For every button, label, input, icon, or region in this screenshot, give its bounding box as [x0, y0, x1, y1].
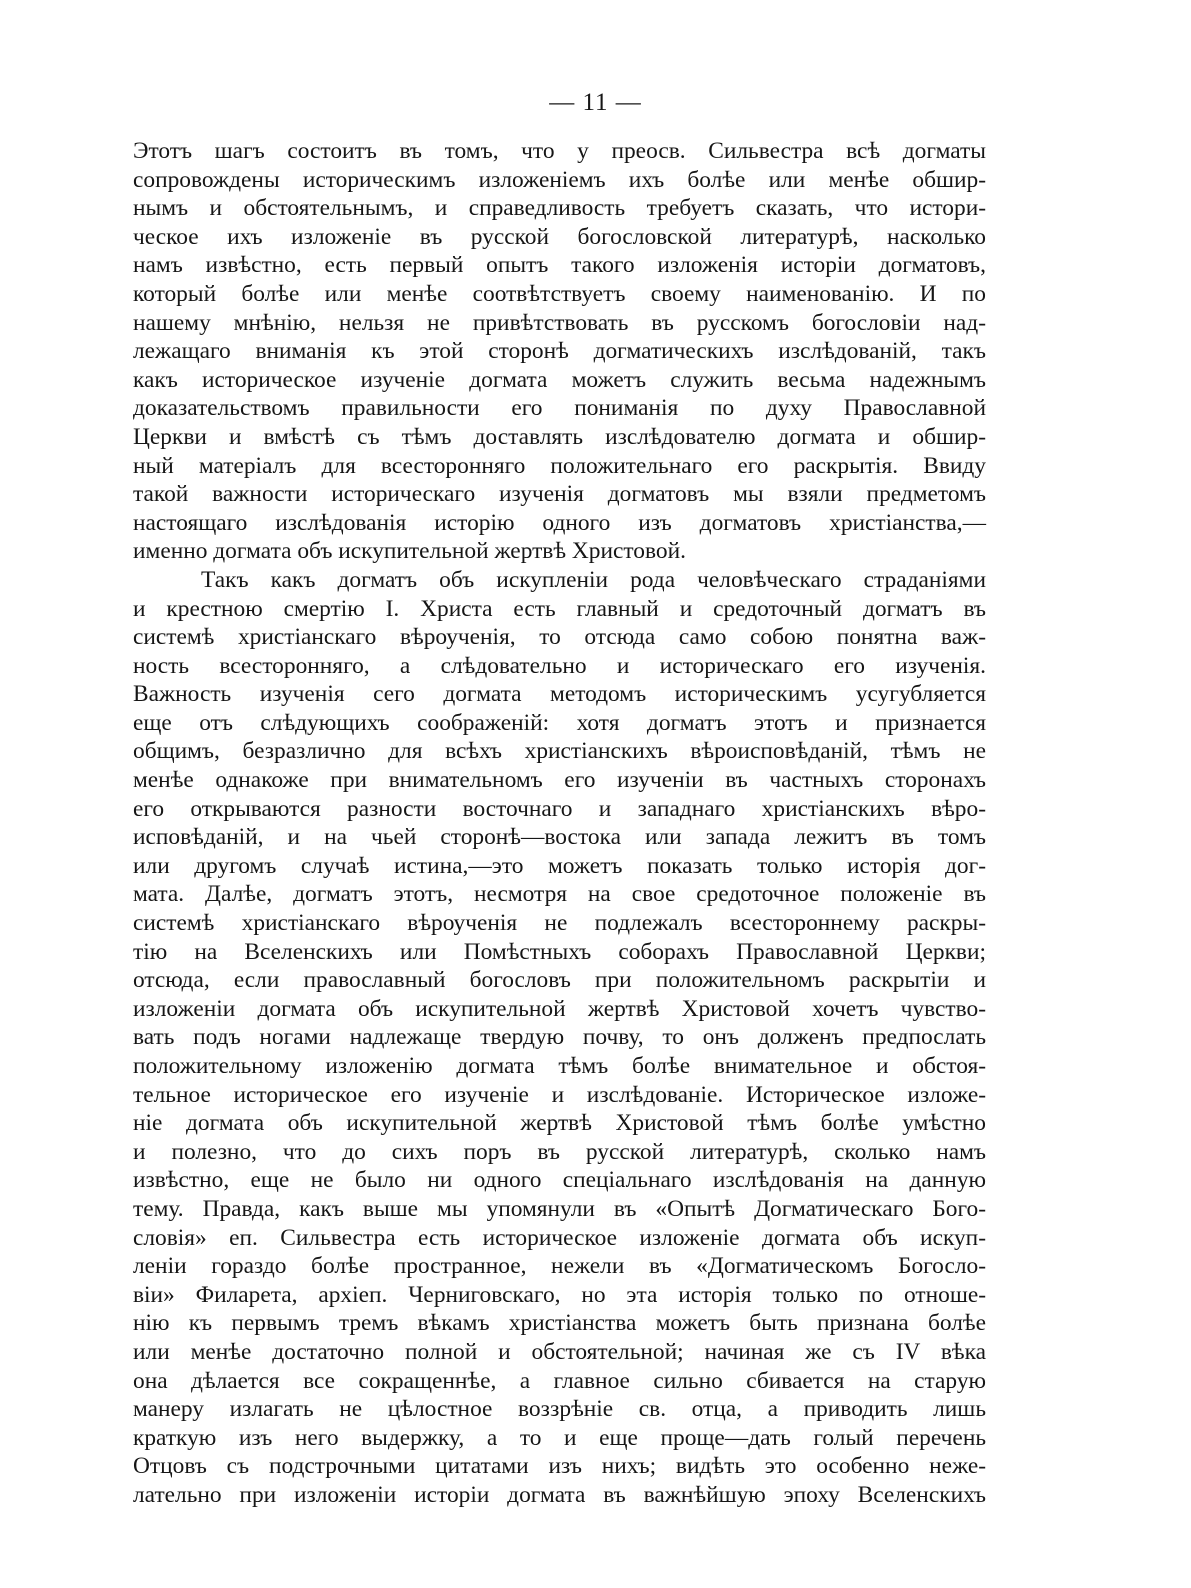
- text-line: системѣ христіанскаго вѣроученія не подлежалъ всестороннему раскры-: [133, 910, 986, 937]
- text-line: сопровождены историческимъ изложеніемъ ихъ болѣе или менѣе обшир-: [133, 166, 986, 193]
- text-line: краткую изъ него выдержку, а то и еще проще—дать голый перечень: [133, 1424, 986, 1451]
- text-line: и крестною смертію І. Христа есть главный и средоточный догматъ въ: [133, 595, 986, 622]
- text-line: или менѣе достаточно полной и обстоятельной; начиная же съ IV вѣка: [133, 1338, 986, 1365]
- page-number: — 11 —: [549, 89, 642, 116]
- paragraph: [133, 137, 986, 566]
- text-line: или другомъ случаѣ истина,—это можетъ показать только исторія дог-: [133, 852, 986, 879]
- text-line: Такъ какъ догматъ объ искупленіи рода человѣческаго страданіями: [201, 566, 986, 593]
- text-line: она дѣлается все сокращеннѣе, а главное сильно сбивается на старую: [133, 1367, 986, 1394]
- text-line: ность всесторонняго, а слѣдовательно и историческаго его изученія.: [133, 652, 986, 679]
- text-line: нію къ первымъ тремъ вѣкамъ христіанства можетъ быть признана болѣе: [133, 1310, 986, 1337]
- text-line: ческое ихъ изложеніе въ русской богословской литературѣ, насколько: [133, 223, 986, 250]
- text-line: тію на Вселенскихъ или Помѣстныхъ соборахъ Православной Церкви;: [133, 938, 986, 965]
- text-line: еще отъ слѣдующихъ соображеній: хотя догматъ этотъ и признается: [133, 709, 986, 736]
- text-line: который болѣе или менѣе соотвѣтствуетъ своему наименованію. И по: [133, 280, 986, 307]
- text-line: доказательствомъ правильности его пониманія по духу Православной: [133, 395, 986, 422]
- text-line: положительному изложенію догмата тѣмъ болѣе внимательное и обстоя-: [133, 1053, 986, 1079]
- text-line: его открываются разности восточнаго и западнаго христіанскихъ вѣро-: [133, 795, 986, 822]
- body-text: [133, 137, 986, 1510]
- text-line: именно догмата объ искупительной жертвѣ Христовой.: [133, 538, 686, 565]
- text-line: отсюда, если православный богословъ при положительномъ раскрытіи и: [133, 967, 986, 994]
- text-line: ніе догмата объ искупительной жертвѣ Христовой тѣмъ болѣе умѣстно: [133, 1110, 986, 1137]
- paragraph: [133, 566, 986, 1510]
- text-line: какъ историческое изученіе догмата можетъ служить весьма надежнымъ: [133, 366, 986, 393]
- text-line: изложеніи догмата объ искупительной жертвѣ Христовой хочетъ чувство-: [133, 995, 986, 1022]
- text-line: Отцовъ съ подстрочными цитатами изъ нихъ; видѣть это особенно неже-: [133, 1453, 986, 1480]
- text-line: лежащаго вниманія къ этой сторонѣ догматическихъ изслѣдованій, такъ: [133, 338, 986, 365]
- text-line: общимъ, безразлично для всѣхъ христіанскихъ вѣроисповѣданій, тѣмъ не: [133, 738, 986, 765]
- text-line: намъ извѣстно, есть первый опытъ такого изложенія исторіи догматовъ,: [133, 252, 986, 279]
- text-line: вать подъ ногами надлежаще твердую почву, то онъ долженъ предпослать: [133, 1024, 986, 1051]
- text-line: Важность изученія сего догмата методомъ историческимъ усугубляется: [133, 681, 986, 708]
- text-line: и полезно, что до сихъ поръ въ русской литературѣ, сколько намъ: [133, 1138, 986, 1165]
- text-line: лательно при изложеніи исторіи догмата въ важнѣйшую эпоху Вселенскихъ: [133, 1481, 986, 1508]
- text-line: извѣстно, еще не было ни одного спеціальнаго изслѣдованія на данную: [133, 1167, 986, 1194]
- text-line: Церкви и вмѣстѣ съ тѣмъ доставлять изслѣдователю догмата и обшир-: [133, 423, 986, 450]
- text-line: настоящаго изслѣдованія исторію одного изъ догматовъ христіанства,—: [133, 509, 986, 536]
- text-line: леніи гораздо болѣе пространное, нежели въ «Догматическомъ Богосло-: [133, 1253, 986, 1280]
- text-line: Этотъ шагъ состоитъ въ томъ, что у преосв. Сильвестра всѣ догматы: [133, 138, 986, 164]
- text-line: тельное историческое его изученіе и изслѣдованіе. Историческое изложе-: [133, 1081, 986, 1108]
- text-line: манеру излагать не цѣлостное воззрѣніе св. отца, а приводить лишь: [133, 1396, 986, 1423]
- text-line: системѣ христіанскаго вѣроученія, то отсюда само собою понятна важ-: [133, 624, 986, 651]
- text-line: словія» еп. Сильвестра есть историческое изложеніе догмата объ искуп-: [133, 1224, 986, 1251]
- text-line: исповѣданій, и на чьей сторонѣ—востока или запада лежитъ въ томъ: [133, 824, 986, 851]
- text-line: тему. Правда, какъ выше мы упомянули въ «Опытѣ Догматическаго Бого-: [133, 1195, 986, 1222]
- text-line: мата. Далѣе, догматъ этотъ, несмотря на свое средоточное положеніе въ: [133, 881, 986, 908]
- text-line: нымъ и обстоятельнымъ, и справедливость требуетъ сказать, что истори-: [133, 195, 986, 222]
- text-line: нашему мнѣнію, нельзя не привѣтствовать въ русскомъ богословіи над-: [133, 309, 986, 336]
- text-line: менѣе однакоже при внимательномъ его изученіи въ частныхъ сторонахъ: [133, 767, 986, 794]
- text-line: такой важности историческаго изученія догматовъ мы взяли предметомъ: [133, 481, 986, 508]
- text-line: віи» Филарета, архіеп. Черниговскаго, но эта исторія только по отноше-: [133, 1281, 986, 1308]
- text-line: ный матеріалъ для всесторонняго положительнаго его раскрытія. Ввиду: [133, 452, 986, 479]
